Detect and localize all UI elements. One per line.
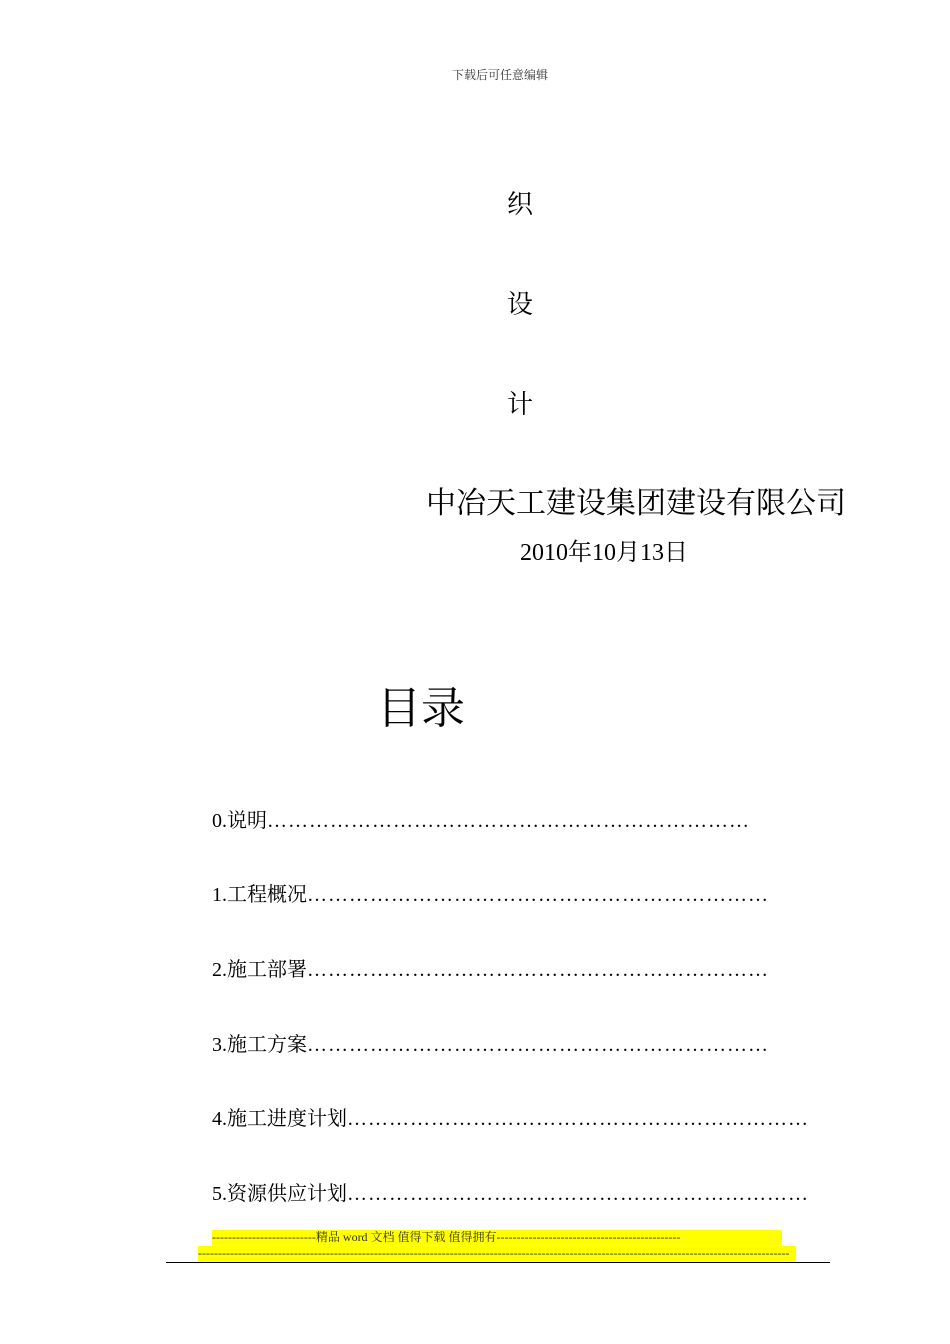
toc-item[interactable] <box>212 953 769 982</box>
toc-item[interactable] <box>212 1028 769 1057</box>
toc-item[interactable] <box>212 878 769 907</box>
toc-leader-dots: ………………………………………………………… <box>307 884 769 906</box>
toc-title: 目录 <box>377 684 465 733</box>
toc-item-label: 5.资源供应计划 <box>212 1183 347 1205</box>
vertical-title-char-1: 织 <box>507 190 534 219</box>
toc-leader-dots: ………………………………………………………… <box>307 1034 769 1056</box>
toc-item-label: 0.说明 <box>212 810 267 832</box>
footer-rule <box>166 1262 830 1263</box>
toc-leader-dots: …………………………………………………………… <box>267 810 750 832</box>
footer-banner-line-2: ---------------------------------------------------------------------------------------------------------------------------------------------------- <box>198 1246 796 1261</box>
toc-leader-dots: ………………………………………………………… <box>307 959 769 981</box>
company-name: 中冶天工建设集团建设有限公司 <box>426 487 846 520</box>
toc-item[interactable] <box>212 804 750 833</box>
toc-item-label: 1.工程概况 <box>212 884 307 906</box>
toc-leader-dots: ………………………………………………………… <box>347 1183 809 1205</box>
toc-item-label: 2.施工部署 <box>212 959 307 981</box>
document-date: 2010年10月13日 <box>520 540 688 566</box>
vertical-title-char-2: 设 <box>507 290 534 319</box>
vertical-title-char-3: 计 <box>507 390 534 419</box>
toc-item-label: 3.施工方案 <box>212 1034 307 1056</box>
toc-item-label: 4.施工进度计划 <box>212 1108 347 1130</box>
toc-item[interactable] <box>212 1102 809 1131</box>
header-note: 下载后可任意编辑 <box>451 68 548 82</box>
footer-banner-line-1: --------------------------精品 word 文档 值得下载 值得拥有---------------------------------------------- <box>212 1230 782 1245</box>
toc-leader-dots: ………………………………………………………… <box>347 1108 809 1130</box>
toc-item[interactable] <box>212 1177 809 1206</box>
